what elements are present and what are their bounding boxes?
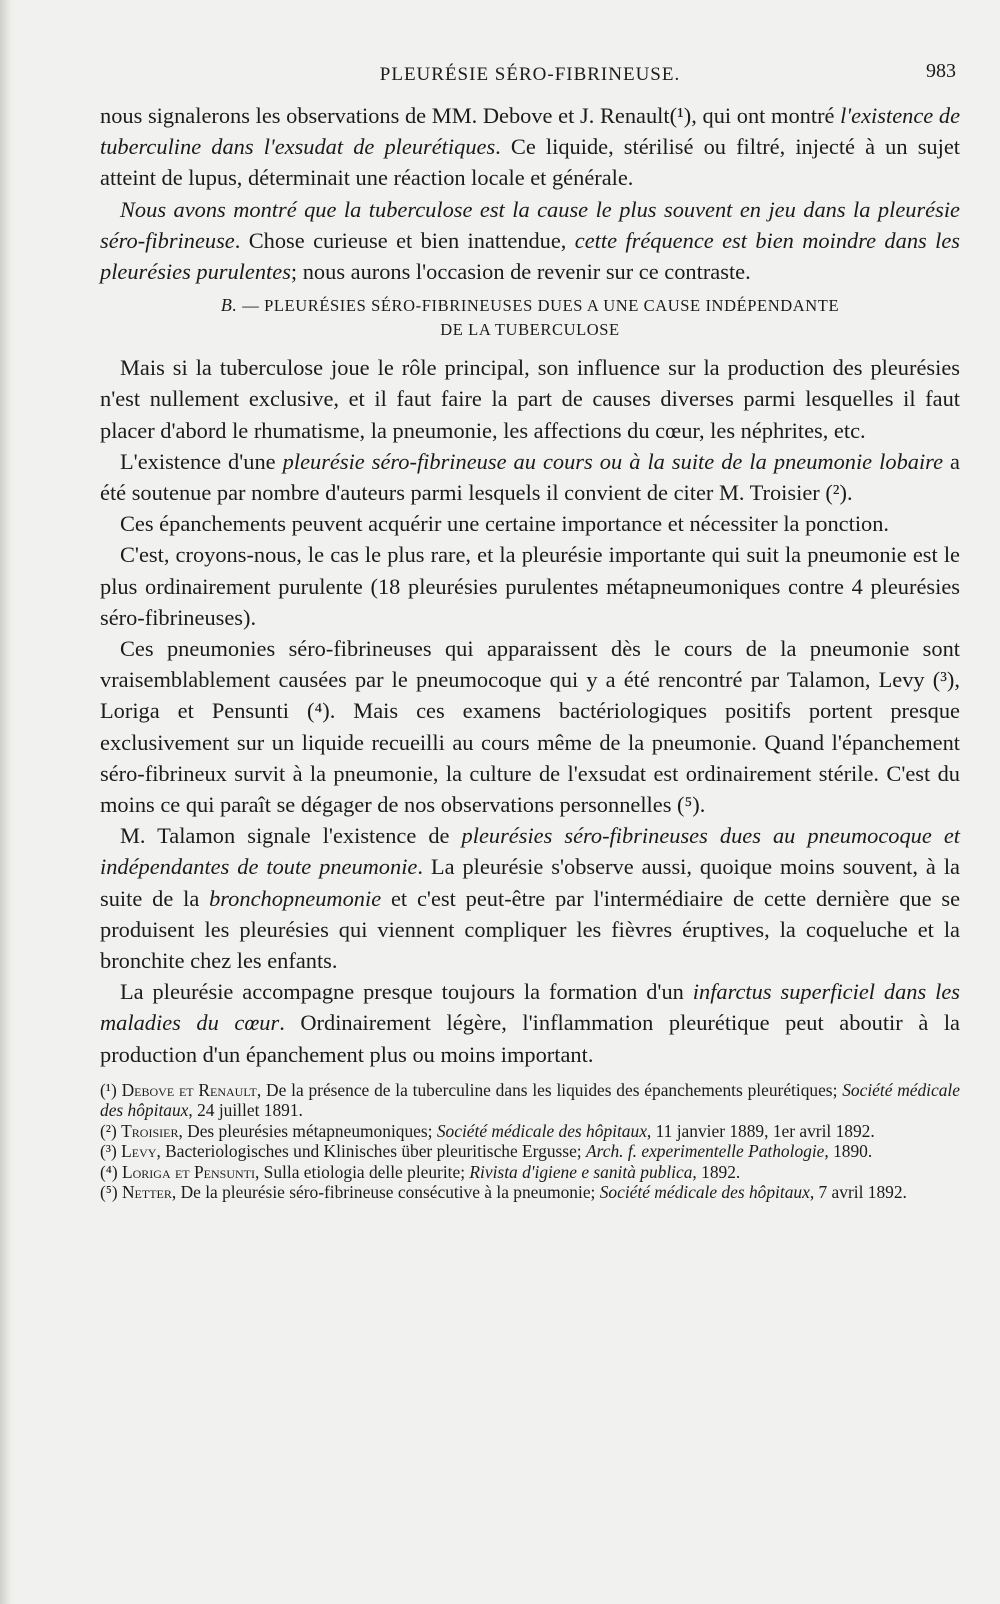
footnote-mark: (⁴) — [100, 1161, 122, 1182]
paragraph-2 — [100, 194, 960, 288]
text-run: Ces épanchements peuvent acquérir une certaine importance et nécessiter la ponction. — [120, 511, 890, 537]
book-gutter — [0, 0, 14, 1604]
section-heading — [100, 293, 960, 342]
paragraph-7 — [100, 633, 960, 820]
text-run: C'est, croyons-nous, le cas le plus rare, et la pleurésie importante qui suit la pneumonie est le plus ordinairement purulente (18 pleurésies purulentes métapneumoniques contre 4 pleurésies séro-fibrineuses). — [100, 542, 960, 630]
text-run: L'existence d'une — [120, 448, 283, 474]
text-run: . Chose curieuse et bien inattendue, — [234, 227, 575, 253]
text-run: . — [699, 792, 706, 818]
footnote-author: Netter — [122, 1181, 172, 1202]
footnote-author: Levy — [121, 1141, 157, 1162]
footnote-journal: Société médicale des hôpitaux — [599, 1181, 810, 1202]
footnotes — [100, 1080, 960, 1202]
italic-run: l'existence de tuberculine dans l'exsudat de pleurétiques — [100, 103, 961, 160]
footnote-journal: Société médicale des hôpitaux — [436, 1120, 647, 1141]
running-head — [100, 60, 960, 100]
footnote-4 — [100, 1162, 960, 1182]
text-run: La pleurésie accompagne presque toujours la formation d'un — [120, 979, 693, 1005]
text-run: Mais si la tuberculose joue le rôle principal, son influence sur la production des pleurésies n'est nullement exclusive, et il faut faire la part de causes diverses parmi lesquelles il faut placer d'abord le rhumatisme, la pneumonie, les affections du cœur, les néphrites, etc. — [100, 355, 960, 443]
footnote-text: , Sulla etiologia delle pleurite; — [254, 1161, 470, 1182]
footnote-journal: Société médicale des hôpitaux — [100, 1079, 960, 1121]
italic-run: cette fréquence est bien moindre dans les pleurésies purulentes — [100, 227, 960, 285]
text-run: Ces pneumonies séro-fibrineuses qui apparaissent dès le cours de la pneumonie sont vraisemblablement causées par le pneumocoque qui y a été rencontré par Talamon, Levy — [100, 636, 960, 693]
footnote-5 — [100, 1182, 960, 1202]
footnote-text: , De la présence de la tuberculine dans les liquides des épanchements pleurétiques; — [256, 1079, 843, 1100]
text-run: . — [846, 480, 853, 506]
footnote-2 — [100, 1121, 960, 1141]
footnote-author: Troisier — [121, 1120, 179, 1141]
text-run: . La pleurésie s'observe aussi, quoique moins souvent, à la suite de la — [100, 854, 960, 911]
footnote-text: , Bacteriologisches und Klinisches über pleuritische Ergusse; — [156, 1141, 586, 1162]
footnote-date: , 24 juillet 1891. — [188, 1100, 303, 1121]
text-run: nous signalerons les observations de MM. Debove et J. Renault — [100, 103, 670, 128]
text-run: . Mais ces examens bactériologiques positifs portent presque exclusivement sur un liquide recueilli au cours même de la pneumonie. Quand l'épanchement séro-fibrineux survit à la pneumonie, la culture de l'exsudat est ordinairement stérile. C'est du moins ce qui paraît se dégager de nos observations personnelles — [100, 698, 960, 818]
text-run: . Ordinairement légère, l'inflammation pleurétique peut aboutir à la production d'un épanchement plus ou moins important. — [100, 1010, 960, 1067]
paragraph-4 — [100, 446, 960, 508]
footnote-ref: (²) — [825, 480, 847, 506]
text-run: , Loriga et Pensunti — [100, 667, 960, 724]
italic-run: infarctus superficiel dans les maladies du cœur — [100, 979, 961, 1036]
text-run: . Ce liquide, stérilisé ou filtré, injecté à un sujet atteint de lupus, déterminait une réaction locale et générale. — [100, 134, 960, 191]
footnote-mark: (²) — [100, 1120, 122, 1141]
paragraph-6 — [100, 539, 960, 633]
footnote-journal: Arch. f. experimentelle Pathologie — [585, 1141, 825, 1162]
footnote-mark: (⁵) — [100, 1181, 122, 1202]
paragraph-8 — [100, 820, 960, 976]
footnote-journal: Rivista d'igiene e sanità publica — [469, 1161, 693, 1182]
section-letter: B. — [220, 295, 238, 316]
footnote-date: , 1890. — [824, 1141, 873, 1162]
paragraph-5 — [100, 508, 960, 539]
running-title: PLEURÉSIE SÉRO-FIBRINEUSE. — [379, 64, 681, 85]
paragraph-9 — [100, 976, 960, 1070]
text-run: M. Talamon signale l'existence de — [120, 823, 462, 849]
footnote-text: , De la pleurésie séro-fibrineuse consécutive à la pneumonie; — [171, 1181, 600, 1202]
italic-run: Nous avons montré que la tuberculose est la cause le plus souvent en jeu dans la pleurésie séro-fibrineuse — [100, 196, 960, 253]
page — [100, 60, 960, 1202]
footnote-ref: (⁵) — [677, 792, 700, 818]
footnote-date: , 7 avril 1892. — [809, 1181, 907, 1202]
footnote-mark: (¹) — [100, 1079, 122, 1100]
italic-run: pleurésie séro-fibrineuse au cours ou à la suite de la pneumonie lobaire — [282, 448, 944, 474]
footnote-text: , Des pleurésies métapneumoniques; — [178, 1120, 437, 1141]
text-run: , qui ont montré — [691, 103, 841, 128]
section-title-line-1: — PLEURÉSIES SÉRO-FIBRINEUSES DUES A UNE CAUSE INDÉPENDANTE — [237, 296, 840, 316]
text-run: ; nous aurons l'occasion de revenir sur ce contraste. — [290, 259, 751, 285]
body-text — [100, 100, 960, 1070]
footnote-date: , 11 janvier 1889, 1er avril 1892. — [646, 1120, 875, 1141]
section-title-line-2: DE LA TUBERCULOSE — [440, 320, 620, 340]
footnote-date: , 1892. — [692, 1161, 741, 1182]
text-run: et c'est peut-être par l'intermédiaire de cette dernière que se produisent les pleurésies qui viennent compliquer les fièvres éruptives, la coqueluche et la bronchite chez les enfants. — [100, 885, 961, 974]
footnote-mark: (³) — [100, 1141, 122, 1162]
paragraph-1 — [100, 100, 960, 194]
footnote-1 — [100, 1080, 960, 1121]
italic-run: pleurésies séro-fibrineuses dues au pneumocoque et indépendantes de toute pneumonie — [100, 823, 961, 880]
text-run: a été soutenue par nombre d'auteurs parmi lesquels il convient de citer M. Troisier — [100, 448, 960, 506]
footnote-ref: (⁴) — [306, 698, 330, 724]
page-number: 983 — [926, 60, 956, 82]
footnote-ref: (¹) — [669, 103, 692, 128]
italic-run: bronchopneumonie — [209, 885, 382, 911]
footnote-ref: (³) — [932, 667, 955, 693]
footnote-3 — [100, 1141, 960, 1161]
footnote-author: Debove et Renault — [121, 1079, 257, 1100]
footnote-author: Loriga et Pensunti — [122, 1161, 255, 1182]
paragraph-3 — [100, 352, 960, 446]
